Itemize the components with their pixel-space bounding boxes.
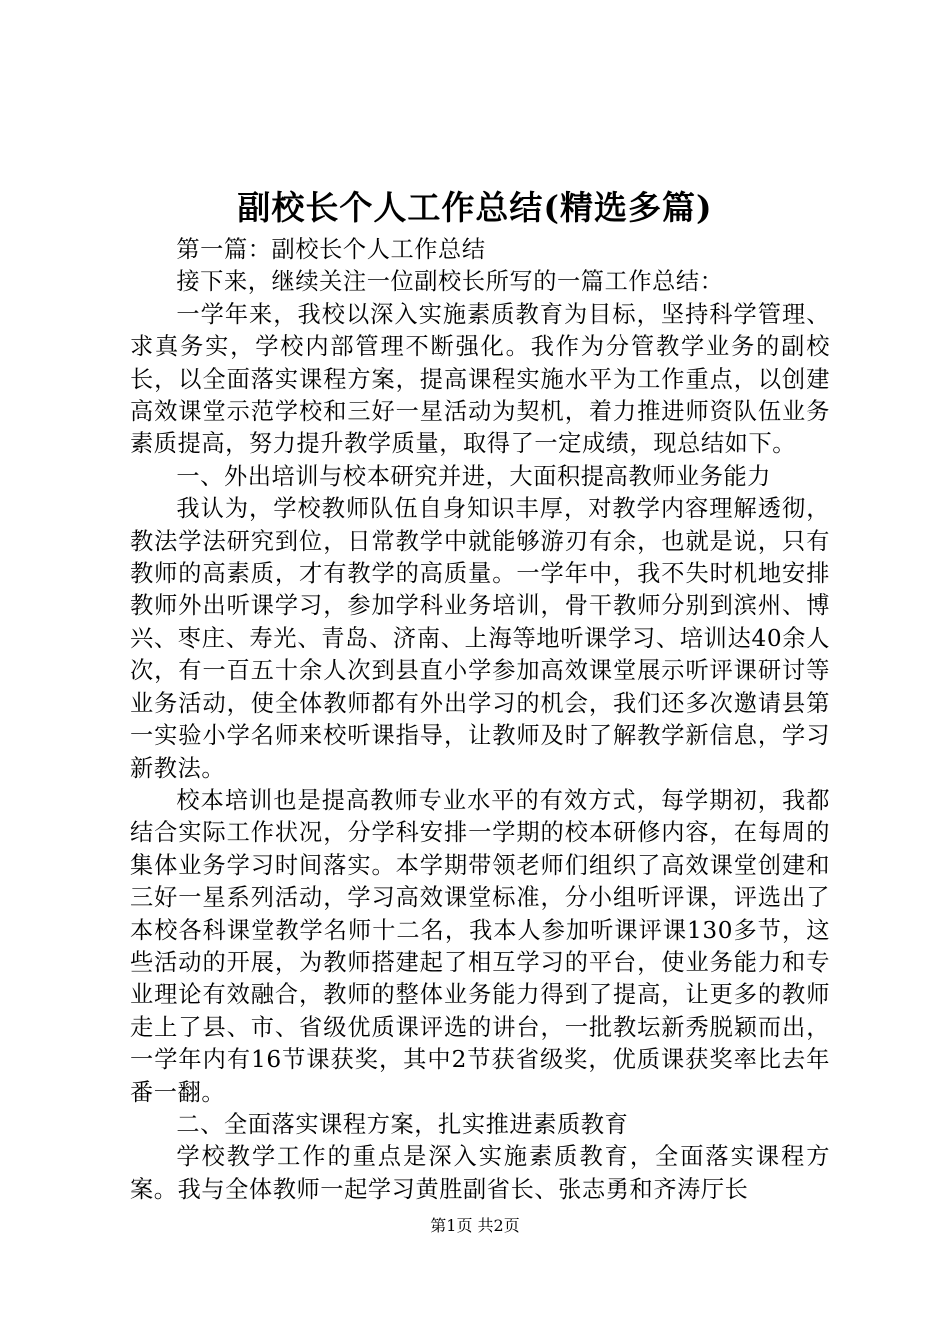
intro-paragraph: 接下来，继续关注一位副校长所写的一篇工作总结： <box>176 268 724 296</box>
school-training-paragraph: 校本培训也是提高教师专业水平的有效方式，每学期初，我都结合实际工作状况，分学科安排一学期的校本研修内容，在每周的集体业务学习时间落实。本学期带领老师们组织了高效课堂创建和三好一星系列活动，学习高效课堂标准，分小组听评课，评选出了本校各科课堂教学名师十二名，我本人参加听课评课130多节，这些活动的开展，为教师搭建起了相互学习的平台，使业务能力和专业理论有效融合，教师的整体业务能力得到了提高，让更多的教师走上了县、市、省级优质课评选的讲台，一批教坛新秀脱颖而出，一学年内有16节课获奖，其中2节获省级奖，优质课获奖率比去年番一翻。 <box>130 786 830 1106</box>
summary-paragraph: 一学年来，我校以深入实施素质教育为目标，坚持科学管理、求真务实，学校内部管理不断强化。我作为分管教学业务的副校长，以全面落实课程方案，提高课程实施水平为工作重点，以创建高效课堂示范学校和三好一星活动为契机，着力推进师资队伍业务素质提高，努力提升教学质量，取得了一定成绩，现总结如下。 <box>130 300 830 458</box>
document-body <box>130 234 830 1206</box>
training-paragraph: 我认为，学校教师队伍自身知识丰厚，对教学内容理解透彻，教法学法研究到位，日常教学中就能够游刃有余，也就是说，只有教师的高素质，才有教学的高质量。一学年中，我不失时机地安排教师外出听课学习，参加学科业务培训，骨干教师分别到滨州、博兴、枣庄、寿光、青岛、济南、上海等地听课学习、培训达40余人次，有一百五十余人次到县直小学参加高效课堂展示听评课研讨等业务活动，使全体教师都有外出学习的机会，我们还多次邀请县第一实验小学名师来校听课指导，让教师及时了解教学新信息，学习新教法。 <box>130 495 830 782</box>
curriculum-paragraph: 学校教学工作的重点是深入实施素质教育，全面落实课程方案。我与全体教师一起学习黄胜副省长、张志勇和齐涛厅长 <box>130 1143 830 1203</box>
section-heading-one: 一、外出培训与校本研究并进，大面积提高教师业务能力 <box>176 462 772 490</box>
page-number-footer: 第1页 共2页 <box>430 1216 520 1235</box>
document-title: 副校长个人工作总结(精选多篇) <box>237 188 713 227</box>
section-heading-two: 二、全面落实课程方案，扎实推进素质教育 <box>176 1110 629 1138</box>
section-heading-part-one: 第一篇：副校长个人工作总结 <box>176 236 486 263</box>
